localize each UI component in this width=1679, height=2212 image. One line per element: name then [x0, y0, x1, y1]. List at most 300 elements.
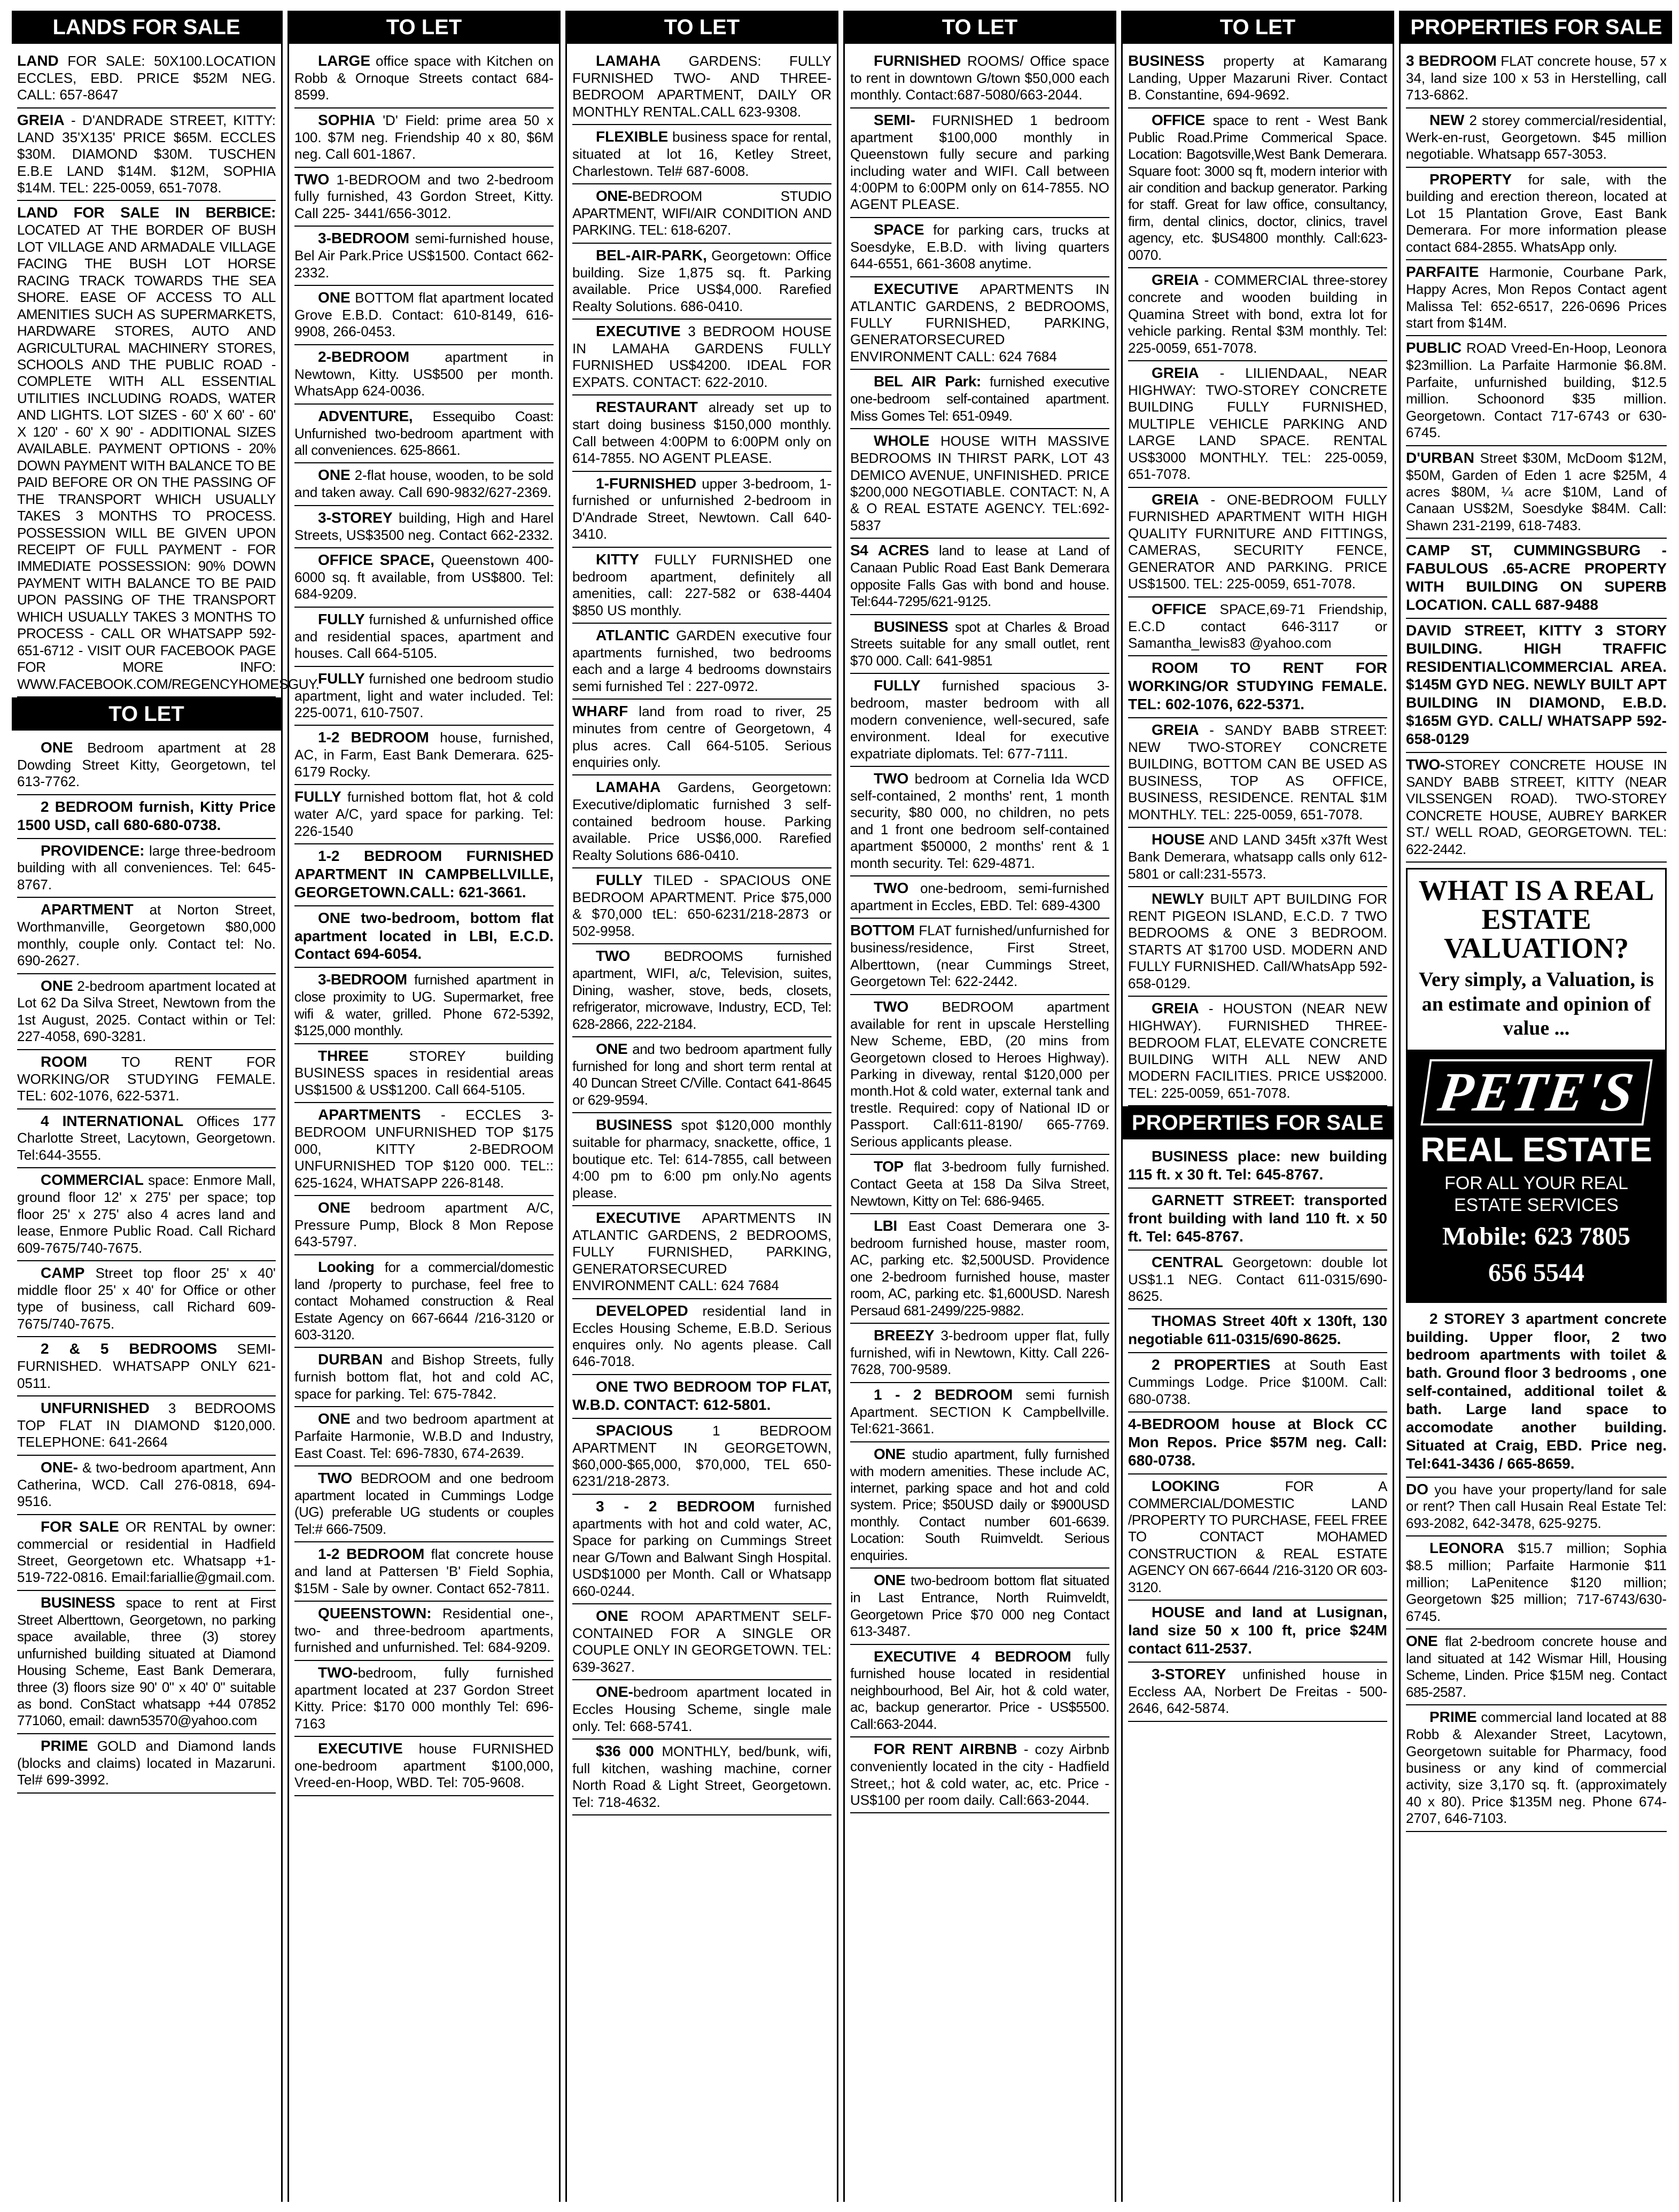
- ad-lead: TWO: [318, 1470, 352, 1487]
- ad-lead: 1-2 BEDROOM: [318, 1546, 425, 1563]
- ad-lead: NEWLY: [1152, 890, 1204, 907]
- ad-text: 3-bedroom upper flat, fully furnished, wifi in Newtown, Kitty. Call 226-7628, 700-9589.: [850, 1328, 1109, 1378]
- classified-ad: [1406, 1478, 1667, 1537]
- ad-lead: 1-FURNISHED: [596, 475, 697, 492]
- ad-text: bedroom at Cornelia Ida WCD self-contained, 2 months' rent, 1 month security, $80 000, no children, no pets and 1 front one bedroom self-contained apartment $50000, 2 months' rent & 1 month security. Tel: 629-4871.: [850, 771, 1109, 871]
- section-header: TO LET: [567, 11, 837, 44]
- classified-ad: [294, 506, 554, 548]
- ad-lead: BOTTOM: [850, 922, 915, 939]
- ad-lead: NEW: [1429, 111, 1465, 128]
- ad-lead: EXECUTIVE: [874, 280, 959, 297]
- ad-lead: Looking: [318, 1258, 375, 1275]
- classified-ad: [1406, 1705, 1667, 1832]
- ad-text: office space with Kitchen on Robb & Ornoque Streets contact 684-8599.: [294, 53, 554, 103]
- ad-text: FLAT concrete house, 57 x 34, land size 100 x 53 in Herstelling, call 713-6862.: [1406, 53, 1667, 103]
- pete-mobile-2: 656 5544: [1488, 1259, 1584, 1287]
- column-4: [843, 11, 1116, 2202]
- ad-lead: TWO: [294, 170, 330, 188]
- classified-ad: [1406, 619, 1667, 753]
- classified-ad: [572, 1680, 831, 1740]
- ad-lead: DO: [1406, 1480, 1428, 1497]
- classified-ad: [17, 108, 276, 201]
- ad-lead: TWO: [596, 948, 630, 965]
- classified-ad: [294, 844, 554, 906]
- classified-ad: [17, 1396, 276, 1456]
- classified-ad: [850, 1569, 1109, 1644]
- ad-lead: LAND FOR SALE IN BERBICE:: [17, 204, 276, 221]
- classified-ad: [572, 1740, 831, 1815]
- ad-lead: 2 BEDROOM furnish, Kitty Price 1500 USD, call 680-680-0738.: [17, 798, 276, 833]
- column-2: [287, 11, 561, 2202]
- ad-lead: 2 & 5 BEDROOMS: [41, 1340, 217, 1357]
- classified-ad: [294, 1103, 554, 1196]
- classified-ad: [294, 1407, 554, 1466]
- ad-text: large three-bedroom building with all conveniences. Tel: 645-8767.: [17, 842, 276, 892]
- ad-lead: FULLY: [318, 670, 365, 687]
- classified-ad: [294, 168, 554, 227]
- ad-lead: ONE: [318, 467, 351, 484]
- classified-ad: [17, 1337, 276, 1396]
- ad-lead: PRIME: [1429, 1709, 1477, 1726]
- ad-text: ROAD Vreed-En-Hoop, Leonora $23million. La Parfaite Harmonie $6.8M. Parfaite, unfurnished building, $12.5 million. Schoonord $35 million. Georgetown. Contact 717-6743 or 630-6745.: [1406, 340, 1667, 441]
- classified-ad: [1406, 1307, 1667, 1478]
- classified-ad: [17, 736, 276, 795]
- ad-text: Offices 177 Charlotte Street, Lacytown, Georgetown. Tel:644-3555.: [17, 1113, 276, 1163]
- ad-text: house FURNISHED one-bedroom apartment $100,000, Vreed-en-Hoop, WBD. Tel: 705-9608.: [294, 1741, 554, 1791]
- classified-ad: [1406, 260, 1667, 336]
- ad-lead: 1-2 BEDROOM FURNISHED APARTMENT IN CAMPBELLVILLE, GEORGETOWN.CALL: 621-3661.: [294, 848, 554, 901]
- ad-text: Residential one-, two- and three-bedroom apartments, furnished and unfurnished. Tel: 684-9209.: [294, 1605, 554, 1656]
- ad-text: two-bedroom bottom flat situated in Last Entrance, North Ruimveldt, Georgetown Price $70 000 neg Contact 613-3487.: [850, 1572, 1109, 1640]
- ad-text: for a commercial/domestic land /property to purchase, feel free to contact Mohamed construction & Real Estate Agency on 667-6644 /216-3120 or 603-3120.: [294, 1259, 554, 1342]
- ad-lead: BUSINESS: [596, 1116, 673, 1134]
- ad-text: bedroom apartment A/C, Pressure Pump, Block 8 Mon Repose 643-5797.: [294, 1199, 554, 1250]
- classified-ad: [17, 974, 276, 1050]
- classified-ad: [294, 1255, 554, 1348]
- ad-lead: BREEZY: [874, 1327, 935, 1344]
- ad-text: - HOUSTON (NEAR NEW HIGHWAY). FURNISHED THREE-BEDROOM FLAT, ELEVATE CONCRETE BUILDING WITH ALL NEW AND MODERN FACILITIES. PRICE US$2000. TEL: 225-0059, 651-7078.: [1128, 1000, 1387, 1101]
- classified-ad: [572, 548, 831, 624]
- classified-ad: [850, 1383, 1109, 1442]
- ad-lead: LBI: [874, 1217, 897, 1234]
- ad-lead: OFFICE: [1152, 600, 1207, 617]
- classified-ad: [1128, 361, 1387, 488]
- ad-text: fully furnished house located in residential neighbourhood, Bel Air, hot & cold water, ac, backup generartor. Price - US$5500. Call:663-2044.: [850, 1648, 1109, 1732]
- ad-lead: TOP: [874, 1158, 904, 1175]
- ad-lead: SOPHIA: [318, 111, 376, 128]
- classified-ad: [572, 1419, 831, 1495]
- ad-lead: HOUSE and land at Lusignan, land size 50 x 100 ft, price $24M contact 611-2537.: [1128, 1604, 1387, 1657]
- classified-ad: [1128, 1474, 1387, 1601]
- classified-ad: [294, 463, 554, 506]
- classified-ad: [850, 277, 1109, 370]
- ad-text: STOREY CONCRETE HOUSE IN SANDY BABB STREET, KITTY (NEAR VILSSENGEN ROAD). TWO-STOREY CONCRETE HOUSE, AUBREY BARKER ST./ WELL ROAD, GEORGETOWN. TEL: 622-2442.: [1406, 756, 1667, 857]
- ad-text: building, High and Harel Streets, US$3500 neg. Contact 662-2332.: [294, 509, 554, 543]
- ad-text: HOUSE WITH MASSIVE BEDROOMS IN THIRST PARK, LOT 43 DEMICO AVENUE, UNFINISHED. PRICE $200,000 NEGOTIABLE. CONTACT: N, A & O REAL ESTATE AGENCY. TEL:692-5837: [850, 433, 1109, 533]
- ad-lead: TWO-: [318, 1664, 358, 1681]
- classified-ad: [572, 320, 831, 395]
- classified-ad: [1128, 1663, 1387, 1722]
- ad-lead: FURNISHED: [874, 52, 961, 69]
- ad-text: OR RENTAL by owner: commercial or residential in Hadfield Street, Georgetown etc. Whatsapp +1-519-722-0816. Email:fariallie@gmail.com.: [17, 1518, 276, 1586]
- ad-text: at South East Cummings Lodge. Price $100M. Call: 680-0738.: [1128, 1357, 1387, 1407]
- ad-text: land to lease at Land of Canaan Public Road East Bank Demerara opposite Falls Gas with bond and house. Tel:644-7295/621-9125.: [850, 542, 1109, 610]
- classified-ad: [294, 1196, 554, 1255]
- classified-ad: [572, 472, 831, 548]
- ad-text: APARTMENTS IN ATLANTIC GARDENS, 2 BEDROOMS, FULLY FURNISHED, PARKING, GENERATORSECURED ENVIRONMENT CALL: 624 7684: [850, 281, 1109, 364]
- ad-lead: $36 000: [596, 1743, 654, 1760]
- ad-lead: ONE: [1406, 1632, 1438, 1649]
- ad-lead: PROPERTY: [1429, 170, 1512, 188]
- classified-ad: [17, 1515, 276, 1591]
- ad-text: & two-bedroom apartment, Ann Catherina, WCD. Call 276-0818, 694-9516.: [17, 1459, 276, 1510]
- ad-lead: KITTY: [596, 550, 639, 568]
- column-5: [1121, 11, 1394, 2202]
- section-header: TO LET: [1123, 11, 1393, 44]
- ad-text: 3 BEDROOM HOUSE IN LAMAHA GARDENS FULLY FURNISHED US$4200. IDEAL FOR EXPATS. CONTACT: 622-2010.: [572, 323, 831, 390]
- classified-ad: [17, 1591, 276, 1734]
- ad-lead: PUBLIC: [1406, 339, 1462, 356]
- classified-ad: [1406, 539, 1667, 619]
- ad-lead: TWO: [874, 998, 909, 1015]
- ad-text: commercial land located at 88 Robb & Alexander Street, Lacytown, Georgetown suitable for Pharmacy, food business or any kind of commercial activity, size 3,170 sq. ft. (approximately 40 x 80). Price $135M neg. Phone 674-2707, 646-7103.: [1406, 1709, 1667, 1827]
- pete-brand: REAL ESTATE: [1420, 1130, 1652, 1169]
- classified-ad: [1128, 108, 1387, 269]
- ad-lead: TWO: [874, 880, 909, 897]
- classified-ad: [1406, 49, 1667, 108]
- ad-text: FOR SALE: 50X100.LOCATION ECCLES, EBD. PRICE $52M NEG. CALL: 657-8647: [17, 53, 276, 103]
- ad-lead: ONE: [874, 1445, 906, 1462]
- ad-lead: GARNETT STREET: transported front building with land 110 ft. x 50 ft. Tel: 645-8767.: [1128, 1192, 1387, 1245]
- ad-lead: ADVENTURE,: [318, 407, 413, 424]
- classified-ad: [850, 370, 1109, 429]
- ad-text: house, furnished, AC, in Farm, East Bank Demerara. 625-6179 Rocky.: [294, 729, 554, 780]
- ad-lead: FLEXIBLE: [596, 128, 669, 145]
- classified-ad: [572, 184, 831, 244]
- ad-text: 3 BEDROOMS TOP FLAT IN DIAMOND $120,000. TELEPHONE: 641-2664: [17, 1400, 276, 1450]
- pete-mobile: Mobile: 623 7805: [1442, 1222, 1630, 1251]
- classified-ad: [1128, 828, 1387, 887]
- classified-ad: [572, 624, 831, 700]
- ad-lead: APARTMENTS: [318, 1106, 421, 1123]
- ad-lead: ONE: [318, 1199, 351, 1216]
- ad-text: - cozy Airbnb conveniently located in the city - Hadfield Street,; hot & cold water, ac, etc. Price - US$100 per room daily. Call:663-2044.: [850, 1741, 1110, 1808]
- ad-lead: BEL-AIR-PARK,: [596, 246, 707, 263]
- ad-lead: FULLY: [596, 872, 643, 889]
- ad-lead: ONE-: [596, 188, 632, 205]
- ad-lead: GREIA: [17, 111, 65, 128]
- ad-lead: 3-BEDROOM: [318, 971, 407, 988]
- ad-text: ROOMS/ Office space to rent in downtown G/town $50,000 each monthly. Contact:687-5080/663-2044.: [850, 53, 1109, 103]
- ad-lead: THOMAS Street 40ft x 130ft, 130 negotiable 611-0315/690-8625.: [1128, 1313, 1387, 1348]
- ad-lead: LAMAHA: [596, 52, 661, 69]
- ad-text: spot at Charles & Broad Streets suitable for any small outlet, rent $70 000. Call: 641-9851: [850, 618, 1109, 669]
- classified-ad: [850, 1214, 1109, 1324]
- ad-lead: WHARF: [572, 703, 628, 720]
- ad-text: MONTHLY, bed/bunk, wifi, full kitchen, washing machine, corner North Road & Light Street, Georgetown. Tel: 718-4632.: [572, 1743, 831, 1810]
- ad-text: AND LAND 345ft x37ft West Bank Demerara, whatsapp calls only 612-5801 or call:231-5573.: [1128, 832, 1387, 882]
- ad-text: at Norton Street, Worthmanville, Georgetown $80,000 monthly, couple only. Contact tel: No. 690-2627.: [17, 902, 276, 969]
- classified-ad: [1128, 887, 1387, 997]
- ad-lead: 2 PROPERTIES: [1152, 1356, 1271, 1373]
- classified-ad: [1128, 1353, 1387, 1412]
- ad-lead: BEL AIR Park:: [874, 373, 981, 390]
- ad-text: SEMI-FURNISHED. WHATSAPP ONLY 621-0511.: [17, 1341, 276, 1391]
- ad-text: Queenstown 400-6000 sq. ft available, from US$800. Tel: 684-9209.: [294, 552, 554, 602]
- ad-text: furnished apartments with hot and cold water, AC, Space for parking on Cummings Street near G/Town and Balwant Singh Hospital. USD$1000 per Month. Call or Whatsapp 660-0244.: [572, 1498, 832, 1599]
- classified-ad: [1406, 336, 1667, 446]
- ad-lead: ATLANTIC: [596, 626, 670, 643]
- ad-lead: DEVELOPED: [596, 1302, 688, 1319]
- section-header: PROPERTIES FOR SALE: [1401, 11, 1672, 44]
- ad-lead: D'URBAN: [1406, 449, 1474, 466]
- classified-ad: [850, 615, 1109, 674]
- classified-ad: [1406, 446, 1667, 539]
- ad-text: bedroom, fully furnished apartment located at 237 Gordon Street Kitty. Price: $170 000 monthly Tel: 696-7163: [294, 1664, 554, 1732]
- classified-ad: [850, 49, 1109, 108]
- classified-ad: [294, 1602, 554, 1661]
- ad-lead: 1 - 2 BEDROOM: [874, 1386, 1013, 1403]
- classified-ad: [850, 767, 1109, 876]
- ad-lead: BUSINESS: [874, 618, 949, 635]
- ad-lead: GREIA: [1152, 491, 1199, 508]
- classified-ad: [294, 286, 554, 345]
- classified-ad: [850, 1324, 1109, 1383]
- ad-lead: LAMAHA: [596, 779, 661, 796]
- ad-text: property at Kamarang Landing, Upper Mazaruni River. Contact B. Constantine, 694-9692.: [1128, 53, 1387, 103]
- classified-ad: [850, 919, 1109, 995]
- ad-text: ROOM APARTMENT SELF-CONTAINED FOR A SINGLE OR COUPLE ONLY IN GEORGETOWN. TEL: 639-3627.: [572, 1608, 831, 1675]
- ad-text: GOLD and Diamond lands (blocks and claims) located in Mazaruni. Tel# 699-3992.: [17, 1737, 276, 1788]
- ad-text: business space for rental, situated at lot 16, Ketley Street, Charlestown. Tel# 687-6008.: [572, 129, 831, 179]
- ad-text: land from road to river, 25 minutes from centre of Georgetown, 4 plus acres. Call 664-5105. Serious enquiries only.: [572, 703, 831, 770]
- classified-ad: [17, 1050, 276, 1109]
- classified-ad: [1128, 1309, 1387, 1353]
- ad-lead: LOOKING: [1152, 1477, 1220, 1494]
- ad-lead: PROVIDENCE:: [41, 842, 145, 859]
- ad-lead: FULLY: [874, 677, 921, 694]
- ad-text: $15.7 million; Sophia $8.5 million; Parfaite Harmonie $11 million; LaPenitence $120 million; Georgetown $25 million; 717-6743/630-6745.: [1406, 1540, 1667, 1624]
- ad-lead: BUSINESS place: new building 115 ft. x 30 ft. Tel: 645-8767.: [1128, 1148, 1387, 1183]
- classified-ad: [294, 345, 554, 405]
- ad-lead: WHOLE: [874, 432, 930, 449]
- ad-text: FOR A COMMERCIAL/DOMESTIC LAND /PROPERTY TO PURCHASE, FEEL FREE TO CONTACT MOHAMED CONSTRUCTION & REAL ESTATE AGENCY ON 667-6644 /216-3120 OR 603-3120.: [1128, 1478, 1387, 1595]
- ad-text: already set up to start doing business $150,000 monthly. Call between 4:00PM to 6:00PM only on 614-7855. NO AGENT PLEASE.: [572, 399, 831, 467]
- ad-text: Harmonie, Courbane Park, Happy Acres, Mon Repos Contact agent Malissa Tel: 652-6517, 226-0696 Prices start from $14M.: [1406, 264, 1667, 331]
- classified-ad: [850, 1155, 1109, 1214]
- classifieds-page: [12, 11, 1667, 2202]
- classified-ad: [1406, 1536, 1667, 1629]
- ad-text: furnished apartment in close proximity to UG. Supermarket, free wifi & water, grilled. Phone 672-5392, $125,000 monthly.: [294, 972, 554, 1039]
- classified-ad: [1128, 49, 1387, 108]
- ad-lead: GREIA: [1152, 721, 1199, 739]
- ad-lead: ONE: [41, 977, 73, 994]
- ad-lead: 4 INTERNATIONAL: [41, 1112, 184, 1129]
- ad-text: Essequibo Coast: Unfurnished two-bedroom apartment with all conveniences. 625-8661.: [294, 408, 554, 459]
- ad-lead: CENTRAL: [1152, 1253, 1223, 1270]
- classified-ad: [294, 405, 554, 464]
- ad-text: space: Enmore Mall, ground floor 12' x 275' per space; top floor 25' x 275' also 4 acres land and lease, Enmore Public Road. Call Richard 609-7675/740-7675.: [17, 1172, 276, 1256]
- classified-ad: [1128, 997, 1387, 1106]
- classified-ad: [294, 1542, 554, 1602]
- ad-text: Georgetown: Office building. Size 1,875 sq. ft. Parking available. Price US$4,000. Rarefied Realty Solutions. 686-0410.: [572, 247, 831, 314]
- ad-lead: EXECUTIVE: [596, 1209, 681, 1226]
- ad-lead: 1-2 BEDROOM: [318, 729, 429, 746]
- section-header: PROPERTIES FOR SALE: [1123, 1106, 1393, 1139]
- ad-lead: TWO-: [1406, 756, 1445, 773]
- classified-ad: [850, 218, 1109, 277]
- classified-ad: [294, 608, 554, 667]
- ad-lead: UNFURNISHED: [41, 1400, 150, 1417]
- pete-brand-box: [1408, 1050, 1665, 1301]
- ad-text: BOTTOM flat apartment located Grove E.B.D. Contact: 610-8149, 616-9908, 266-0453.: [294, 290, 554, 340]
- ad-text: FULLY FURNISHED one bedroom apartment, definitely all amenities, call: 227-582 or 638-4404 $850 US monthly.: [572, 551, 831, 618]
- ad-lead: TWO: [874, 770, 909, 787]
- ad-lead: EXECUTIVE 4 BEDROOM: [874, 1648, 1071, 1665]
- ad-lead: LAND: [17, 52, 59, 69]
- ad-text: - SANDY BABB STREET: NEW TWO-STOREY CONCRETE BUILDING, BOTTOM CAN BE USED AS BUSINESS, TOP AS OFFICE, BUSINESS, RESIDENCE. RENTAL $1M MONTHLY. TEL: 225-0059, 651-7078.: [1128, 722, 1387, 822]
- classified-ad: [294, 1466, 554, 1542]
- ad-lead: ONE: [318, 289, 351, 306]
- ad-lead: 3-STOREY: [318, 509, 393, 526]
- classified-ad: [17, 1734, 276, 1794]
- classified-ad: [572, 1495, 831, 1604]
- ad-lead: ONE: [318, 1410, 351, 1427]
- classified-ad: [850, 674, 1109, 767]
- classified-ad: [572, 944, 831, 1037]
- classified-ad: [850, 429, 1109, 539]
- ad-lead: ONE: [874, 1572, 906, 1589]
- ad-text: BEDROOMS furnished apartment, WIFI, a/c, Television, suites, Dining, washer, stove, beds, closets, refrigerator, microwave, Industry, ECD, Tel: 628-2866, 222-2184.: [572, 948, 831, 1032]
- ad-text: 2 storey commercial/residential, Werk-en-rust, Georgetown. $45 million negotiable. Whatsapp 657-3053.: [1406, 112, 1667, 162]
- ad-text: SPACE,69-71 Friendship, E.C.D contact 646-3117 or Samantha_lewis83 @yahoo.com: [1128, 601, 1387, 651]
- ad-text: Gardens, Georgetown: Executive/diplomatic furnished 3 self-contained bedroom house. Parking available. Price US$6,000. Rarefied Realty Solutions 686-0410.: [572, 779, 831, 863]
- ad-lead: LEONORA: [1429, 1540, 1504, 1557]
- classified-ad: [572, 49, 831, 125]
- classified-ad: [1406, 108, 1667, 168]
- classified-ad: [294, 1348, 554, 1407]
- petes-real-estate-ad: [1406, 868, 1667, 1303]
- ad-text: - COMMERCIAL three-storey concrete and wooden building in Quamina Street with bond, extra lot for vehicle parking. Rental $3M monthly. Tel: 225-0059, 651-7078.: [1128, 272, 1387, 356]
- ad-text: semi furnish Apartment. SECTION K Campbellville. Tel:621-3661.: [850, 1386, 1109, 1437]
- ad-text: bedroom apartment located in Eccles Housing Scheme, single male only. Tel: 668-5741.: [572, 1684, 831, 1734]
- classified-ad: [1128, 1145, 1387, 1189]
- ad-text: APARTMENTS IN ATLANTIC GARDENS, 2 BEDROOMS, FULLY FURNISHED, PARKING, GENERATORSECURED ENVIRONMENT CALL: 624 7684: [572, 1209, 831, 1294]
- ad-lead: BUSINESS: [1128, 52, 1205, 69]
- classified-ad: [294, 667, 554, 726]
- ad-text: FURNISHED 1 bedroom apartment $100,000 monthly in Queenstown fully secure and parking including water and WIFI. Call between 4:00PM to 6:00PM only on 614-7855. NO AGENT PLEASE.: [850, 112, 1109, 213]
- ad-lead: PARFAITE: [1406, 263, 1479, 281]
- ad-text: - ECCLES 3-BEDROOM UNFURNISHED TOP $175 000, KITTY 2-BEDROOM UNFURNISHED TOP $120 000. TEL:: 625-1624, WHATSAPP 226-8148.: [294, 1107, 554, 1191]
- ad-text: GARDEN executive four apartments furnished, two bedrooms each and a large 4 bedrooms downstairs semi furnished Tel : 227-0972.: [572, 627, 831, 694]
- ad-lead: APARTMENT: [41, 901, 134, 918]
- ad-text: flat 2-bedroom concrete house and land situated at 142 Wismar Hill, Housing Scheme, Linden. Price $15M neg. Contact 685-2587.: [1406, 1633, 1667, 1700]
- ad-text: East Coast Demerara one 3-bedroom furnished house, master room, AC, parking etc. $2,500USD. Providence one 2-bedroom furnished house, master room, AC, parking etc. $1,600USD. Naresh Persaud 681-2499/225-9882.: [850, 1218, 1109, 1318]
- classified-ad: [17, 839, 276, 898]
- column-6: [1399, 11, 1672, 2202]
- ad-text: LOCATED AT THE BORDER OF BUSH LOT VILLAGE AND ARMADALE VILLAGE FACING THE BUSH LOT HORSE RACING TRACK TOWARDS THE SEA SHORE. EASE OF ACCESS TO ALL AMENITIES SUCH AS SUPERMARKETS, HARDWARE STORES, AUTO AND AGRICULTURAL MACHINERY STORES, SCHOOLS AND THE PUBLIC ROAD - COMPLETE WITH ALL ESSENTIAL UTILITIES INCLUDING ROADS, WATER AND LIGHTS. LOT SIZES - 60' X 60' - 60' X 120' - 60' X 90' - ADDITIONAL SIZES AVAILABLE. PAYMENT OPTIONS - 20% DOWN PAYMENT WITH BALANCE TO BE PAID BEFORE OR ON THE PASSING OF THE TRANSPORT WHICH USUALLY TAKES 3 MONTHS TO PROCESS. POSSESSION WILL BE GIVEN UPON RECEIPT OF FULL PAYMENT - FOR IMMEDIATE POSSESSION: 90% DOWN PAYMENT WITH BALANCE TO BE PAID UPON PASSING OF THE TRANSPORT WHICH USUALLY TAKES 3 MONTHS TO PROCESS - CALL OR WHATSAPP 592-651-6712 - VISIT OUR FACEBOOK PAGE FOR MORE INFO: WWW.FACEBOOK.COM/REGENCYHOMESGUY.: [17, 222, 320, 692]
- ad-text: TILED - SPACIOUS ONE BEDROOM APARTMENT. Price $75,000 & $70,000 tEL: 650-6231/218-2873 or 502-9958.: [572, 872, 831, 939]
- pete-question: WHAT IS A REAL ESTATE VALUATION?: [1418, 874, 1654, 965]
- classified-ad: [850, 1442, 1109, 1569]
- ad-lead: 2 STOREY 3 apartment concrete building. Upper floor, 2 two bedroom apartments with toilet & bath. Ground floor 3 bedrooms , one self-contained, additional toilet & bath. Large land space to accomodate another building. Situated at Craig, EBD. Price neg. Tel:641-3436 / 665-8659.: [1406, 1310, 1667, 1472]
- ad-text: furnished & unfurnished office and residential spaces, apartment and houses. Call 664-5105.: [294, 611, 554, 662]
- ad-text: you have your property/land for sale or rent? Then call Husain Real Estate Tel: 693-2082, 642-3478, 625-9275.: [1406, 1481, 1667, 1531]
- ad-text: one-bedroom, semi-furnished apartment in Eccles, EBD. Tel: 689-4300: [850, 880, 1109, 914]
- classified-ad: [17, 49, 276, 108]
- ad-text: Bedroom apartment at 28 Dowding Street Kitty, Georgetown, tel 613-7762.: [17, 740, 276, 790]
- pete-logo: PETE'S: [1420, 1059, 1652, 1126]
- ad-lead: ROOM TO RENT FOR WORKING/OR STUDYING FEMALE. TEL: 602-1076, 622-5371.: [1128, 659, 1387, 713]
- ad-lead: SPACE: [874, 221, 924, 238]
- classified-ad: [1128, 656, 1387, 718]
- ad-lead: ONE: [41, 739, 73, 756]
- classified-ad: [572, 1206, 831, 1299]
- section-header: TO LET: [289, 11, 559, 44]
- classified-ad: [294, 1737, 554, 1796]
- section-header: LANDS FOR SALE: [12, 11, 281, 44]
- ad-text: flat 3-bedroom fully furnished. Contact Geeta at 158 Da Silva Street, Newtown, Kitty on Tel: 686-9465.: [850, 1159, 1109, 1209]
- ad-text: FLAT furnished/unfurnished for business/residence, First Street, Alberttown, (near Cummings Street, Georgetown Tel: 622-2442.: [850, 922, 1109, 990]
- classified-ad: [572, 1113, 831, 1206]
- ad-text: unfinished house in Eccless AA, Norbert De Freitas - 500-2646, 642-5874.: [1128, 1666, 1387, 1717]
- ad-lead: BUSINESS: [41, 1594, 115, 1611]
- classified-ad: [17, 1456, 276, 1515]
- classified-ad: [572, 395, 831, 471]
- ad-lead: ONE: [596, 1608, 628, 1625]
- classified-ad: [1128, 718, 1387, 828]
- ad-lead: 3 - 2 BEDROOM: [596, 1497, 755, 1515]
- classified-ad: [294, 108, 554, 168]
- ad-text: space to rent - West Bank Public Road.Prime Commerical Space. Location: Bagotsville,West Bank Demerara. Square foot: 3000 sq ft, modern interior with air condition and backup generator. Parking for staff. Great for law office, consultancy, firm, dental clinics, doctor, clinics, travel agency, etc. $US4800 monthly. Call:623-0070.: [1128, 112, 1387, 263]
- ad-lead: THREE: [318, 1047, 369, 1064]
- classified-ad: [850, 108, 1109, 218]
- ad-lead: 2-BEDROOM: [318, 348, 410, 365]
- section-header: TO LET: [845, 11, 1115, 44]
- ad-lead: CAMP ST, CUMMINGSBURG - FABULOUS .65-ACRE PROPERTY WITH BUILDING ON SUPERB LOCATION. CALL 687-9488: [1406, 542, 1667, 613]
- ad-text: GARDENS: FULLY FURNISHED TWO- AND THREE-BEDROOM APARTMENT, DAILY OR MONTHLY RENTAL.CALL 623-9308.: [572, 53, 831, 120]
- classified-ad: [1128, 1189, 1387, 1251]
- classified-ad: [572, 125, 831, 184]
- classified-ad: [572, 775, 831, 868]
- classified-ad: [572, 1375, 831, 1419]
- classified-ad: [17, 1109, 276, 1169]
- ad-text: furnished spacious 3-bedroom, master bedroom with all modern convenience, well-secured, safe environment. Ideal for executive expatriate diplomats. Tel: 677-7111.: [850, 678, 1109, 762]
- ad-text: BEDROOM STUDIO APARTMENT, WIFI/AIR CONDITION AND PARKING. TEL: 618-6207.: [572, 188, 831, 238]
- classified-ad: [850, 1645, 1109, 1738]
- pete-services: FOR ALL YOUR REAL ESTATE SERVICES: [1444, 1173, 1628, 1215]
- classified-ad: [572, 700, 831, 775]
- classified-ad: [17, 201, 320, 697]
- ad-text: furnished executive one-bedroom self-contained apartment. Miss Gomes Tel: 651-0949.: [850, 374, 1109, 424]
- ad-text: for parking cars, trucks at Soesdyke, E.B.D. with living quarters 644-6551, 661-3608 anytime.: [850, 221, 1109, 272]
- classified-ad: [1128, 597, 1387, 657]
- ad-text: apartment in Newtown, Kitty. US$500 per month. WhatsApp 624-0036.: [294, 348, 554, 399]
- classified-ad: [1128, 1251, 1387, 1310]
- ad-lead: ONE-: [596, 1683, 633, 1701]
- classified-ad: [1406, 168, 1667, 261]
- ad-text: semi-furnished house, Bel Air Park.Price US$1500. Contact 662-2332.: [294, 230, 554, 281]
- ad-text: furnished bottom flat, hot & cold water A/C, yard space for parking. Tel: 226-1540: [294, 789, 554, 839]
- classified-ad: [572, 1604, 831, 1680]
- classified-ad: [294, 49, 554, 108]
- classified-ad: [1128, 488, 1387, 597]
- ad-text: 2-flat house, wooden, to be sold and taken away. Call 690-9832/627-2369.: [294, 467, 554, 501]
- classified-ad: [294, 227, 554, 286]
- ad-lead: FOR RENT AIRBNB: [874, 1741, 1017, 1758]
- ad-text: for sale, with the building and erection thereon, located at Lot 15 Plantation Grove, East Bank Demerara. For more information please contact 684-2855. WhatsApp only.: [1406, 171, 1667, 255]
- classified-ad: [294, 968, 554, 1044]
